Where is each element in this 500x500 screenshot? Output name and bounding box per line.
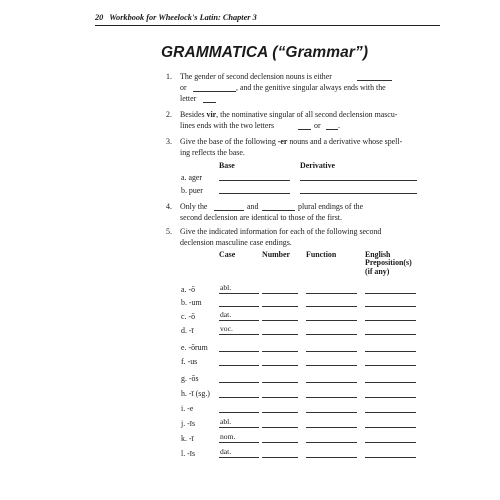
q5-english-line[interactable] — [365, 442, 416, 443]
q2-blank-1[interactable] — [298, 129, 311, 130]
q3-row-label: b. puer — [181, 186, 203, 195]
q1-line1: The gender of second declension nouns is either — [180, 72, 332, 81]
q1-number: 1. — [166, 72, 172, 81]
q5-number-line[interactable] — [262, 351, 298, 352]
q5-english-line[interactable] — [365, 427, 416, 428]
q5-function-line[interactable] — [306, 457, 357, 458]
q3-line1-b: nouns and a derivative whose spell- — [287, 137, 403, 146]
q5-english-line[interactable] — [365, 457, 416, 458]
q5-number-line[interactable] — [262, 293, 298, 294]
q5-number-line[interactable] — [262, 334, 298, 335]
q5-function-line[interactable] — [306, 334, 357, 335]
q5-col-english — [365, 251, 412, 276]
q5-case-field[interactable] — [219, 419, 259, 428]
q1-line2-a: or — [180, 83, 187, 92]
q5-number: 5. — [166, 227, 172, 236]
q1-line2-b: , and the genitive singular always ends with the — [236, 83, 386, 92]
q5-row-label: g. -ōs — [181, 374, 199, 383]
q1-blank-3[interactable] — [203, 102, 216, 103]
q3-base-line[interactable] — [219, 180, 290, 181]
q4-blank-1[interactable] — [214, 210, 244, 211]
q5-case-field[interactable] — [219, 389, 259, 398]
q5-case-value: dat. — [220, 310, 232, 319]
q5-case-field[interactable] — [219, 285, 259, 294]
q5-function-line[interactable] — [306, 397, 357, 398]
q5-function-line[interactable] — [306, 306, 357, 307]
q5-function-line[interactable] — [306, 320, 357, 321]
section-title: GRAMMATICA (“Grammar”) — [161, 44, 369, 61]
q5-case-value: dat. — [220, 447, 232, 456]
q5-english-line[interactable] — [365, 293, 416, 294]
q3-col-derivative: Derivative — [300, 161, 336, 170]
q5-row-label: c. -ō — [181, 312, 196, 321]
q5-number-line[interactable] — [262, 320, 298, 321]
q5-line2: declension masculine case endings. — [180, 238, 292, 247]
q3-derivative-line[interactable] — [300, 180, 417, 181]
q5-number-line[interactable] — [262, 365, 298, 366]
q2-line1-bold: vir — [206, 110, 217, 119]
q4-line2: second declension are identical to those of the first. — [180, 213, 342, 222]
q5-number-line[interactable] — [262, 397, 298, 398]
q3-line1-a: Give the base of the following — [180, 137, 278, 146]
q1-line3: letter — [180, 94, 197, 103]
q5-english-line[interactable] — [365, 365, 416, 366]
q5-case-value: voc. — [220, 324, 233, 333]
q5-case-field[interactable] — [219, 434, 259, 443]
q5-number-line[interactable] — [262, 382, 298, 383]
running-title: Workbook for Wheelock's Latin: Chapter 3 — [109, 13, 257, 22]
q5-function-line[interactable] — [306, 382, 357, 383]
q5-function-line[interactable] — [306, 427, 357, 428]
q3-line1 — [180, 138, 402, 146]
q5-case-field[interactable] — [219, 374, 259, 383]
q1-blank-1[interactable] — [357, 80, 392, 81]
q5-case-field[interactable] — [219, 298, 259, 307]
q3-col-base: Base — [219, 161, 235, 170]
q5-function-line[interactable] — [306, 442, 357, 443]
q3-base-line[interactable] — [219, 193, 290, 194]
q5-row-label: a. -ō — [181, 285, 196, 294]
page-number: 20 — [95, 13, 104, 22]
q5-english-line[interactable] — [365, 320, 416, 321]
q5-english-line[interactable] — [365, 306, 416, 307]
q2-line2-b: or — [314, 121, 321, 130]
q5-col-english-3: (if any) — [365, 266, 390, 276]
q3-line1-bold: -er — [277, 137, 288, 146]
q5-row-label: f. -us — [181, 357, 198, 366]
q4-blank-2[interactable] — [262, 210, 295, 211]
q5-english-line[interactable] — [365, 412, 416, 413]
q5-row-label: j. -īs — [181, 419, 196, 428]
q5-row-label: i. -e — [181, 404, 194, 413]
q5-case-field[interactable] — [219, 326, 259, 335]
q5-case-field[interactable] — [219, 357, 259, 366]
q5-col-english-1: English — [365, 250, 391, 259]
q2-line1 — [180, 111, 397, 119]
q5-function-line[interactable] — [306, 412, 357, 413]
q5-row-label: e. -ōrum — [181, 343, 208, 352]
q5-row-label: l. -īs — [181, 449, 196, 458]
q5-col-case: Case — [219, 250, 236, 259]
q5-number-line[interactable] — [262, 306, 298, 307]
q5-number-line[interactable] — [262, 457, 298, 458]
q5-col-number: Number — [262, 250, 291, 259]
q5-english-line[interactable] — [365, 382, 416, 383]
q5-function-line[interactable] — [306, 293, 357, 294]
q5-case-value: abl. — [220, 283, 232, 292]
q2-line2-end: . — [338, 121, 340, 130]
q5-row-label: k. -ī — [181, 434, 194, 443]
q5-row-label: b. -um — [181, 298, 202, 307]
q5-case-field[interactable] — [219, 449, 259, 458]
q1-blank-2[interactable] — [193, 91, 236, 92]
q2-number: 2. — [166, 110, 172, 119]
q5-col-function: Function — [306, 250, 337, 259]
q5-function-line[interactable] — [306, 351, 357, 352]
q4-line1-c: plural endings of the — [298, 202, 364, 211]
q2-line1-a: Besides — [180, 110, 207, 119]
q5-number-line[interactable] — [262, 427, 298, 428]
q4-line1-a: Only the — [180, 202, 208, 211]
q5-row-label: h. -ī (sg.) — [181, 389, 210, 398]
header-rule — [95, 25, 440, 26]
q4-line1-b: and — [247, 202, 259, 211]
q2-line1-b: , the nominative singular of all second declension mascu- — [216, 110, 398, 119]
q3-number: 3. — [166, 137, 172, 146]
q5-case-field[interactable] — [219, 343, 259, 352]
q5-case-value: abl. — [220, 417, 232, 426]
q3-row-label: a. ager — [181, 173, 203, 182]
q5-english-line[interactable] — [365, 334, 416, 335]
q5-case-field[interactable] — [219, 312, 259, 321]
q5-function-line[interactable] — [306, 365, 357, 366]
running-header — [95, 13, 440, 27]
q5-number-line[interactable] — [262, 442, 298, 443]
q2-line2-a: lines ends with the two letters — [180, 121, 275, 130]
q5-line1: Give the indicated information for each of the following second — [180, 227, 382, 236]
q5-case-field[interactable] — [219, 404, 259, 413]
q5-row-label: d. -ī — [181, 326, 194, 335]
q3-derivative-line[interactable] — [300, 193, 417, 194]
q5-col-english-2: Preposition(s) — [365, 258, 412, 268]
q5-english-line[interactable] — [365, 397, 416, 398]
q4-number: 4. — [166, 202, 172, 211]
q3-line2: ing reflects the base. — [180, 148, 245, 157]
q5-number-line[interactable] — [262, 412, 298, 413]
q2-blank-2[interactable] — [326, 129, 338, 130]
q5-case-value: nom. — [220, 432, 236, 441]
q5-english-line[interactable] — [365, 351, 416, 352]
running-header-text — [95, 13, 257, 22]
